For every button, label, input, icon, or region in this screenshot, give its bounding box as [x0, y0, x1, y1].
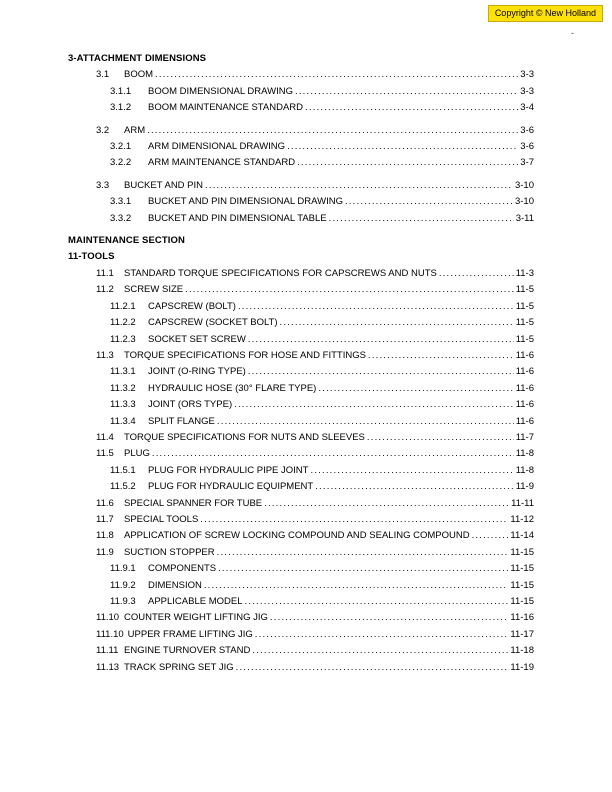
toc-leader-dots: [287, 139, 518, 155]
toc-entry-page: 11-6: [515, 382, 534, 394]
toc-entry: [68, 496, 534, 512]
toc-leader-dots: [472, 528, 509, 544]
toc-entry: [68, 545, 534, 561]
toc-leader-dots: [152, 446, 514, 462]
toc-leader-dots: [367, 430, 514, 446]
toc-entry-title: PLUG FOR HYDRAULIC EQUIPMENT: [148, 481, 314, 493]
toc-entry-page: 11-9: [515, 481, 534, 493]
toc-entry: [68, 155, 534, 171]
toc-entry-page: 3-10: [514, 196, 534, 208]
toc-leader-dots: [147, 123, 518, 139]
toc-section-heading: 3-ATTACHMENT DIMENSIONS: [68, 53, 207, 64]
toc-entry-number: 11.7: [96, 513, 114, 525]
toc-leader-dots: [252, 643, 508, 659]
toc-entry: [68, 643, 534, 659]
toc-entry-title: PLUG FOR HYDRAULIC PIPE JOINT: [148, 464, 309, 476]
toc-entry-page: 11-5: [515, 317, 534, 329]
toc-entry: [68, 414, 534, 430]
toc-leader-dots: [270, 610, 508, 626]
toc-entry: [68, 446, 534, 462]
toc-entry-page: 11-6: [515, 366, 534, 378]
toc-leader-dots: [218, 561, 508, 577]
toc-leader-dots: [318, 381, 513, 397]
toc-entry-page: 11-15: [510, 596, 534, 607]
toc-entry-number: 3.2: [96, 124, 110, 136]
toc-entry-title: SOCKET SET SCREW: [148, 333, 246, 345]
toc-leader-dots: [255, 627, 509, 643]
toc-entry: [68, 348, 534, 364]
toc-entry: [68, 282, 534, 298]
toc-entry-number: 11.5.1: [110, 464, 136, 476]
toc-entry-page: 11-6: [515, 349, 534, 361]
toc-entry: [68, 266, 534, 282]
toc-entry-number: 11.2.3: [110, 333, 136, 345]
toc-leader-dots: [248, 332, 514, 348]
toc-entry-number: 11.2.2: [110, 317, 136, 329]
toc-entry-page: 11-7: [515, 431, 534, 443]
toc-entry-title: BOOM: [124, 69, 154, 81]
toc-entry-title: ARM MAINTENANCE STANDARD: [148, 157, 296, 169]
toc-entry: [68, 610, 534, 626]
toc-entry-page: 11-15: [510, 563, 534, 575]
toc-entry-number: 11.9: [96, 546, 114, 558]
toc-entry-number: 3.3.1: [110, 196, 132, 208]
toc-entry-number: 11.1: [96, 267, 114, 279]
toc-entry-number: 11.13: [96, 661, 120, 673]
toc-entry-page: 11-6: [515, 415, 534, 427]
toc-entry-title: SCREW SIZE: [124, 284, 184, 296]
toc-entry-title: BUCKET AND PIN DIMENSIONAL DRAWING: [148, 196, 343, 208]
toc-entry-title: ENGINE TURNOVER STAND: [124, 645, 251, 657]
toc-entry: [68, 528, 534, 544]
toc-section-heading: MAINTENANCE SECTION: [68, 235, 185, 247]
toc-entry-page: 3-3: [520, 69, 534, 81]
toc-entry-page: 11-17: [510, 628, 534, 640]
toc-entry-title: STANDARD TORQUE SPECIFICATIONS FOR CAPSCREWS AND NUTS: [124, 267, 437, 279]
toc-entry: [68, 332, 534, 348]
toc-entry-title: TRACK SPRING SET JIG: [124, 661, 234, 673]
toc-leader-dots: [315, 479, 513, 495]
toc-entry: [68, 364, 534, 380]
toc-entry: [68, 512, 534, 528]
toc-entry-number: 3.3.2: [110, 212, 132, 224]
toc-entry-page: 11-5: [515, 333, 534, 345]
toc-entry-number: 11.3.2: [110, 382, 136, 394]
toc-entry-number: 11.9.1: [110, 563, 136, 575]
toc-leader-dots: [295, 84, 518, 100]
toc-entry-title: ARM DIMENSIONAL DRAWING: [148, 141, 286, 153]
toc-entry-title: PLUG: [124, 448, 150, 460]
toc-entry-title: UPPER FRAME LIFTING JIG: [127, 628, 253, 640]
toc-leader-dots: [439, 266, 514, 282]
toc-entry-page: 11-14: [510, 530, 534, 542]
toc-entry: [68, 139, 534, 155]
toc-leader-dots: [200, 512, 508, 528]
toc-entry-page: 11-5: [515, 300, 534, 312]
toc-entry: [68, 463, 534, 479]
toc-entry-number: 11.9.2: [110, 579, 136, 591]
toc-entry: [68, 430, 534, 446]
toc-entry-number: 3.2.1: [110, 141, 132, 153]
toc-entry-title: JOINT (O-RING TYPE): [148, 366, 246, 378]
toc-entry-page: 11-15: [510, 546, 534, 558]
toc-entry-page: 3-3: [520, 85, 534, 97]
toc-entry-title: TORQUE SPECIFICATIONS FOR NUTS AND SLEEVES: [124, 431, 365, 443]
toc-entry-number: 11.2.1: [110, 300, 136, 312]
toc-entry-page: 3-6: [520, 124, 534, 136]
toc-leader-dots: [205, 178, 513, 194]
toc-entry-title: CAPSCREW (BOLT): [148, 300, 236, 312]
toc-entry-number: 3.2.2: [110, 157, 132, 169]
toc-entry: [68, 561, 534, 577]
toc-leader-dots: [329, 211, 514, 227]
toc-leader-dots: [248, 364, 514, 380]
toc-entry-page: 11-5: [515, 284, 534, 296]
toc-leader-dots: [368, 348, 514, 364]
toc-entry-page: 3-4: [520, 102, 534, 114]
toc-entry-title: SPECIAL TOOLS: [124, 513, 199, 525]
toc-entry-title: SPECIAL SPANNER FOR TUBE: [124, 497, 263, 509]
toc-leader-dots: [245, 594, 509, 610]
toc-entry-title: COMPONENTS: [148, 563, 217, 575]
toc-leader-dots: [204, 578, 509, 594]
toc-entry-number: 11.3.1: [110, 366, 136, 378]
toc-entry: [68, 178, 534, 194]
toc-leader-dots: [155, 67, 518, 83]
toc-list: [68, 51, 534, 676]
toc-entry-page: 11-8: [515, 448, 534, 460]
toc-entry: [68, 123, 534, 139]
toc-leader-dots: [280, 315, 514, 331]
toc-entry: [68, 194, 534, 210]
toc-leader-dots: [297, 155, 518, 171]
toc-leader-dots: [310, 463, 513, 479]
toc-entry-title: COUNTER WEIGHT LIFTING JIG: [124, 612, 268, 624]
toc-leader-dots: [264, 496, 509, 512]
toc-leader-dots: [305, 100, 518, 116]
toc-section-heading: 11-TOOLS: [68, 251, 115, 263]
toc-entry: [68, 67, 534, 83]
toc-entry-title: BUCKET AND PIN: [124, 179, 204, 191]
toc-entry-title: SUCTION STOPPER: [124, 546, 215, 558]
toc-entry-number: 11.2: [96, 284, 114, 296]
toc-entry-number: 11.3.3: [110, 399, 136, 411]
toc-entry-number: 11.6: [96, 497, 114, 509]
toc-entry-number: 11.8: [96, 530, 114, 542]
toc-entry-title: TORQUE SPECIFICATIONS FOR HOSE AND FITTINGS: [124, 349, 366, 361]
toc-entry-number: 11.3.4: [110, 415, 136, 427]
toc-entry-number: 11.10: [96, 612, 120, 624]
toc-entry-title: BOOM MAINTENANCE STANDARD: [148, 102, 304, 114]
toc-entry-number: 11.3: [96, 349, 114, 361]
toc-leader-dots: [185, 282, 514, 298]
toc-entry-title: HYDRAULIC HOSE (30° FLARE TYPE): [148, 382, 317, 394]
toc-entry-title: DIMENSION: [148, 579, 202, 591]
toc-entry-page: 11-15: [510, 579, 534, 591]
toc-entry-number: 3.3: [96, 179, 110, 191]
toc-entry-title: BOOM DIMENSIONAL DRAWING: [148, 85, 293, 97]
toc-entry: [68, 100, 534, 116]
toc-entry-title: CAPSCREW (SOCKET BOLT): [148, 317, 278, 329]
toc-entry: [68, 594, 534, 610]
toc-entry-page: 3-10: [514, 179, 534, 191]
toc-entry-number: 3.1.2: [110, 102, 132, 114]
toc-entry-number: 111.10: [96, 628, 124, 640]
toc-entry-number: 11.5.2: [110, 481, 136, 493]
toc-entry: [68, 397, 534, 413]
toc-leader-dots: [345, 194, 513, 210]
toc-entry: [68, 315, 534, 331]
toc-leader-dots: [236, 660, 509, 676]
toc-entry-number: 11.5: [96, 448, 114, 460]
toc-entry: [68, 84, 534, 100]
toc-entry: [68, 578, 534, 594]
toc-entry-page: 11-19: [510, 661, 534, 673]
toc-entry-page: 11-11: [511, 497, 534, 509]
toc-leader-dots: [238, 299, 514, 315]
toc-entry-page: 3-7: [520, 157, 534, 169]
toc-entry-page: 3-11: [515, 212, 534, 224]
toc-entry: [68, 479, 534, 495]
toc-entry-page: 11-12: [510, 513, 534, 525]
toc-entry: [68, 660, 534, 676]
toc-entry-title: ARM: [124, 124, 146, 136]
toc-entry-number: 3.1.1: [110, 85, 132, 97]
toc-entry: [68, 299, 534, 315]
toc-entry-page: 11-3: [515, 267, 534, 279]
toc-entry-page: 3-6: [520, 141, 534, 153]
toc-entry-page: 11-6: [515, 399, 534, 411]
toc-entry-page: 11-8: [515, 464, 534, 476]
toc-entry: [68, 381, 534, 397]
toc-entry-number: 3.1: [96, 69, 110, 81]
toc-leader-dots: [217, 545, 509, 561]
toc-entry-page: 11-18: [510, 645, 534, 657]
toc-entry-title: SPLIT FLANGE: [148, 415, 215, 427]
copyright-badge: Copyright © New Holland: [488, 5, 603, 22]
toc-entry-page: 11-16: [510, 612, 534, 624]
toc-entry: [68, 211, 534, 227]
toc-entry: [68, 627, 534, 643]
toc-entry-number: 11.4: [96, 431, 114, 443]
toc-entry-title: BUCKET AND PIN DIMENSIONAL TABLE: [148, 212, 327, 224]
toc-entry-number: 11.11: [96, 645, 119, 657]
page-mark: -: [571, 28, 574, 38]
toc-leader-dots: [217, 414, 514, 430]
toc-entry-title: APPLICATION OF SCREW LOCKING COMPOUND AND SEALING COMPOUND: [124, 530, 470, 542]
toc-leader-dots: [234, 397, 514, 413]
toc-entry-title: APPLICABLE MODEL: [148, 596, 243, 607]
toc-entry-number: 11.9.3: [110, 596, 136, 607]
toc-entry-title: JOINT (ORS TYPE): [148, 399, 233, 411]
